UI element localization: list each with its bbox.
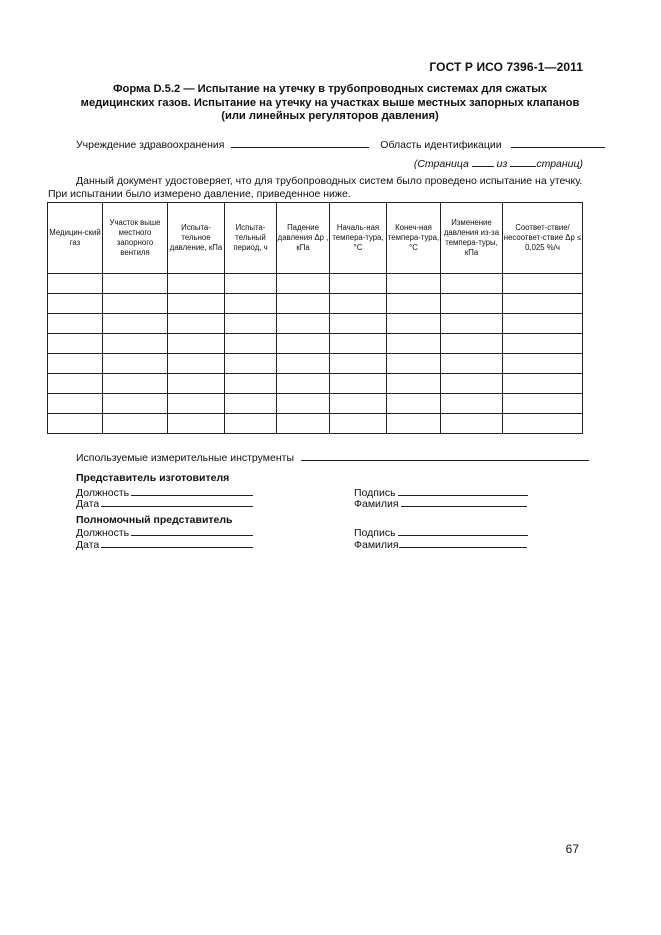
table-cell[interactable] [48,374,103,394]
form-title: Форма D.5.2 — Испытание на утечку в трубопроводных системах для сжатых медицинских газов. Испытание на утечку на участках выше местных запорных клапанов (или линейных регуляторов давления) [80,83,580,122]
table-row [48,354,583,374]
table-cell[interactable] [168,334,225,354]
authorized-surname-field[interactable] [399,537,527,548]
table-cell[interactable] [225,314,277,334]
table-cell[interactable] [48,414,103,434]
table-cell[interactable] [503,294,583,314]
institution-line [76,137,605,151]
table-row [48,274,583,294]
table-cell[interactable] [441,334,503,354]
intro-text: Данный документ удостоверяет, что для трубопроводных систем было проведено испытание на утечку. При испытании было измерено давление, приведенное ниже. [48,175,583,200]
table-cell[interactable] [387,374,441,394]
table-body [48,274,583,434]
table-row [48,374,583,394]
table-cell[interactable] [277,294,330,314]
table-cell[interactable] [103,414,168,434]
table-cell[interactable] [503,374,583,394]
standard-number: ГОСТ Р ИСО 7396-1—2011 [429,60,583,74]
table-cell[interactable] [441,374,503,394]
table-cell[interactable] [103,394,168,414]
table-cell[interactable] [441,394,503,414]
table-cell[interactable] [225,374,277,394]
col-header: Конеч-ная темпера-тура, °С [387,203,441,274]
table-cell[interactable] [277,394,330,414]
table-cell[interactable] [168,294,225,314]
table-cell[interactable] [387,314,441,334]
table-cell[interactable] [387,354,441,374]
manufacturer-position-field[interactable] [131,485,253,496]
table-cell[interactable] [503,274,583,294]
instruments-field[interactable] [301,450,589,461]
authorized-position-line: Должность [76,525,253,539]
page-field[interactable] [472,156,494,167]
table-cell[interactable] [168,394,225,414]
table-row [48,394,583,414]
table-cell[interactable] [225,354,277,374]
table-cell[interactable] [48,274,103,294]
total-pages-field[interactable] [510,156,536,167]
table-cell[interactable] [225,274,277,294]
table-cell[interactable] [48,394,103,414]
table-cell[interactable] [503,354,583,374]
table-cell[interactable] [168,274,225,294]
authorized-position-field[interactable] [131,525,253,536]
area-field[interactable] [511,137,605,148]
table-cell[interactable] [277,314,330,334]
table-cell[interactable] [103,294,168,314]
manufacturer-signature-line: Подпись [354,485,528,499]
table-cell[interactable] [103,314,168,334]
table-cell[interactable] [168,354,225,374]
table-row [48,414,583,434]
table-cell[interactable] [330,274,387,294]
manufacturer-surname-field[interactable] [401,496,527,507]
instruments-label: Используемые измерительные инструменты [76,452,294,464]
table-header-row [48,203,583,274]
authorized-heading: Полномочный представитель [76,514,233,526]
table-cell[interactable] [330,374,387,394]
table-cell[interactable] [330,334,387,354]
manufacturer-signature-field[interactable] [398,485,528,496]
table-cell[interactable] [441,314,503,334]
table-cell[interactable] [103,354,168,374]
table-cell[interactable] [225,334,277,354]
table-cell[interactable] [330,354,387,374]
table-cell[interactable] [277,274,330,294]
table-cell[interactable] [330,294,387,314]
table-cell[interactable] [168,314,225,334]
manufacturer-position-line: Должность [76,485,253,499]
table-cell[interactable] [225,394,277,414]
table-cell[interactable] [503,334,583,354]
page-number: 67 [565,842,579,856]
page-reference: (Страница из страниц) [413,158,583,170]
table-cell[interactable] [168,414,225,434]
table-cell[interactable] [225,414,277,434]
manufacturer-surname-line: Фамилия [354,496,527,510]
table-cell[interactable] [277,334,330,354]
table-cell[interactable] [48,334,103,354]
institution-field[interactable] [231,137,369,148]
col-header: Медицин-ский газ [48,203,103,274]
manufacturer-date-field[interactable] [101,496,253,507]
table-cell[interactable] [387,294,441,314]
table-cell[interactable] [387,414,441,434]
table-cell[interactable] [441,294,503,314]
authorized-date-field[interactable] [101,537,253,548]
table-cell[interactable] [503,394,583,414]
col-header: Испыта-тельное давление, кПа [168,203,225,274]
table-cell[interactable] [103,374,168,394]
table-cell[interactable] [387,394,441,414]
table-cell[interactable] [277,354,330,374]
table-cell[interactable] [103,274,168,294]
col-header: Соответ-ствие/ несоответ-ствие Δp ≤ 0,025 %/ч [503,203,583,274]
table-row [48,314,583,334]
table-cell[interactable] [503,414,583,434]
table-cell[interactable] [503,314,583,334]
table-cell[interactable] [441,414,503,434]
table-cell[interactable] [277,374,330,394]
table-cell[interactable] [48,314,103,334]
leak-test-table [47,202,583,434]
table-cell[interactable] [277,414,330,434]
instruments-line [76,450,589,464]
authorized-surname-line: Фамилия [354,537,527,551]
col-header: Участок выше местного запорного вентиля [103,203,168,274]
table-cell[interactable] [330,394,387,414]
manufacturer-heading: Представитель изготовителя [76,472,230,484]
authorized-date-line: Дата [76,537,253,551]
table-cell[interactable] [387,274,441,294]
table-cell[interactable] [48,294,103,314]
table-cell[interactable] [48,354,103,374]
area-label: Область идентификации [380,139,502,151]
table-cell[interactable] [441,274,503,294]
col-header: Изменение давления из-за темпера-туры, кПа [441,203,503,274]
institution-label: Учреждение здравоохранения [76,139,225,151]
table-cell[interactable] [225,294,277,314]
table-cell[interactable] [330,314,387,334]
table-cell[interactable] [330,414,387,434]
manufacturer-date-line: Дата [76,496,253,510]
col-header: Испыта-тельный период, ч [225,203,277,274]
col-header: Началь-ная темпера-тура, °С [330,203,387,274]
table-cell[interactable] [441,354,503,374]
col-header: Падение давления Δp , кПа [277,203,330,274]
table-row [48,334,583,354]
authorized-signature-field[interactable] [398,525,528,536]
table-cell[interactable] [168,374,225,394]
table-row [48,294,583,314]
table-cell[interactable] [387,334,441,354]
authorized-signature-line: Подпись [354,525,528,539]
table-cell[interactable] [103,334,168,354]
